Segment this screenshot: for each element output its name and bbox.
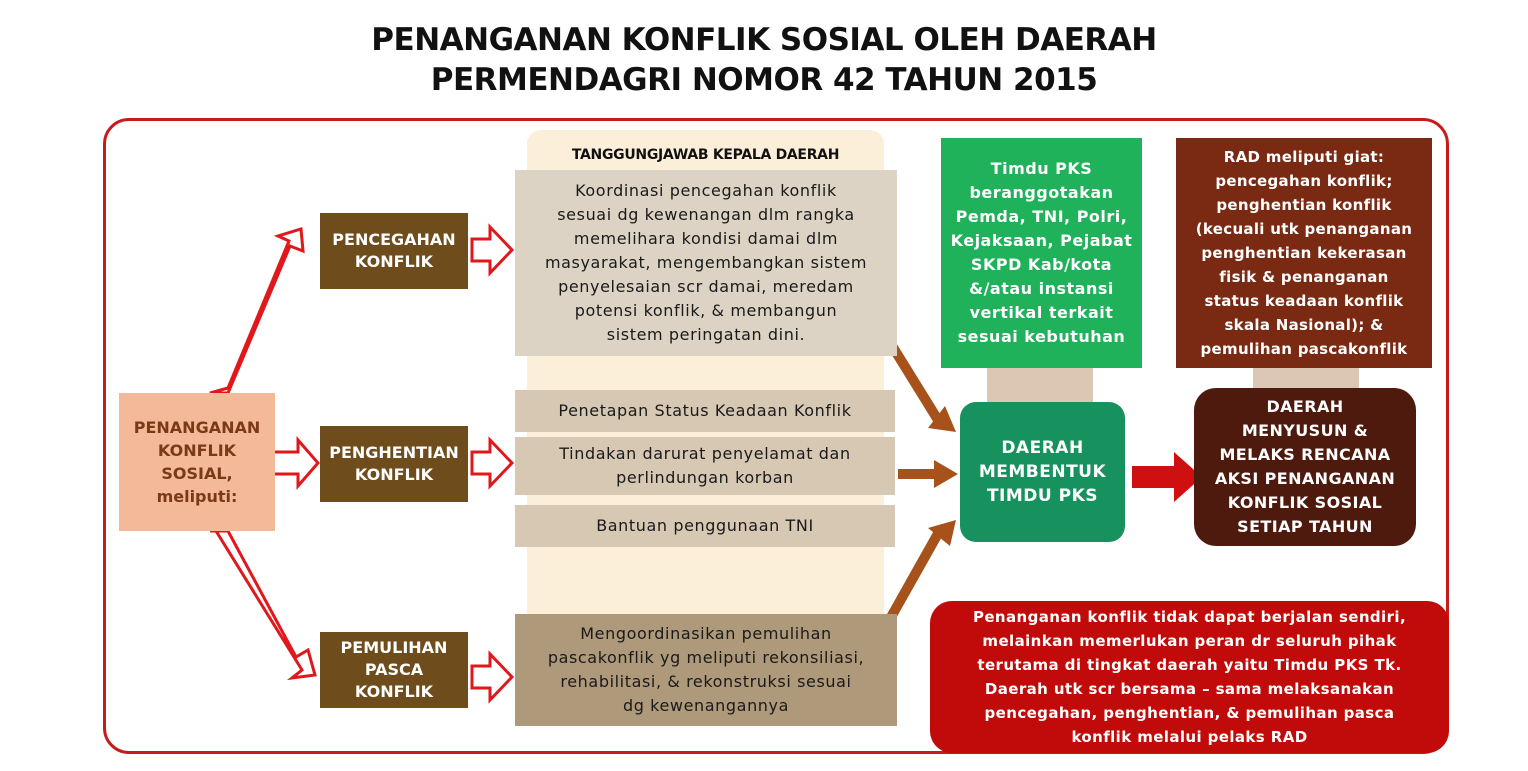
- page-title-line-1: PENANGANAN KONFLIK SOSIAL OLEH DAERAH: [371, 22, 1157, 58]
- note-line: terutama di tingkat daerah yaitu Timdu PKS Tk.: [977, 656, 1402, 674]
- stage-label: PEMULIHAN: [340, 638, 448, 657]
- note-line: Penanganan konflik tidak dapat berjalan sendiri,: [972, 608, 1407, 626]
- rad-info-line: skala Nasional); &: [1224, 316, 1384, 334]
- rad-box-line: MELAKS RENCANA: [1219, 445, 1391, 464]
- arrow-to-pemulihan-icon: [210, 531, 315, 678]
- rad-box-line: MENYUSUN &: [1241, 421, 1369, 440]
- duty-line: potensi konflik, & membangun: [574, 301, 838, 320]
- rad-box-line: KONFLIK SOSIAL: [1227, 493, 1383, 512]
- stage-pencegahan: [320, 213, 468, 289]
- duty-line: sistem peringatan dini.: [606, 325, 806, 344]
- rad-info-line: pencegahan konflik;: [1215, 172, 1393, 190]
- arrow-pencegahan-to-duty-icon: [472, 227, 512, 273]
- source-line: PENANGANAN: [133, 418, 261, 437]
- stage-penghentian: [320, 426, 468, 502]
- source-box: [119, 393, 275, 531]
- duty-penghentian-darurat: [515, 437, 895, 495]
- duty-penghentian-tni: [515, 505, 895, 547]
- duty-line: rehabilitasi, & rekonstruksi sesuai: [560, 672, 852, 691]
- stage-pemulihan: [320, 632, 468, 708]
- responsibility-header: TANGGUNGJAWAB KEPALA DAERAH: [571, 147, 840, 163]
- arrow-source-to-penghentian-icon: [273, 440, 318, 486]
- timdu-info-line: &/atau instansi: [969, 279, 1114, 298]
- duty-penghentian-status: [515, 390, 895, 432]
- rad-box-line: SETIAP TAHUN: [1237, 517, 1373, 536]
- note-line: konflik melalui pelaks RAD: [1071, 728, 1308, 746]
- duty-line: sesuai dg kewenangan dlm rangka: [557, 205, 855, 224]
- timdu-info-line: vertikal terkait: [969, 303, 1114, 322]
- duty-pemulihan: [515, 614, 897, 726]
- duty-line: perlindungan korban: [616, 468, 794, 487]
- duty-line: Mengoordinasikan pemulihan: [580, 624, 832, 643]
- rad-info-line: penghentian kekerasan: [1201, 244, 1407, 262]
- stage-label: KONFLIK: [354, 465, 434, 484]
- duty-line: Tindakan darurat penyelamat dan: [559, 444, 851, 463]
- duty-line: pascakonflik yg meliputi rekonsiliasi,: [547, 648, 865, 667]
- timdu-members-box: [941, 138, 1142, 368]
- duty-line: memelihara kondisi damai dlm: [573, 229, 839, 248]
- rad-activities-box: [1176, 138, 1432, 368]
- timdu-connector: [987, 366, 1093, 406]
- timdu-info-line: Pemda, TNI, Polri,: [955, 207, 1128, 226]
- rad-info-line: penghentian konflik: [1216, 196, 1392, 214]
- note-line: melainkan memerlukan peran dr seluruh pihak: [982, 632, 1397, 650]
- timdu-formation-box: [960, 402, 1125, 542]
- duty-pencegahan: [515, 170, 897, 356]
- rad-plan-box: [1194, 388, 1416, 546]
- note-line: Daerah utk scr bersama – sama melaksanakan: [984, 680, 1395, 698]
- duty-line: Bantuan penggunaan TNI: [596, 516, 814, 535]
- arrow-to-pencegahan-icon: [210, 229, 303, 393]
- timdu-info-line: beranggotakan: [969, 183, 1114, 202]
- timdu-info-line: SKPD Kab/kota: [970, 255, 1113, 274]
- arrow-penghentian-to-duty-icon: [472, 440, 512, 486]
- rad-info-line: RAD meliputi giat:: [1223, 148, 1385, 166]
- duty-line: penyelesaian scr damai, meredam: [558, 277, 854, 296]
- duty-line: Penetapan Status Keadaan Konflik: [558, 401, 852, 420]
- arrow-pemulihan-to-duty-icon: [472, 654, 512, 700]
- arrow-timdu-to-rad-icon: [1132, 452, 1202, 502]
- timdu-info-line: Kejaksaan, Pejabat: [950, 231, 1133, 250]
- timdu-info-line: sesuai kebutuhan: [957, 327, 1126, 346]
- timdu-box-line: MEMBENTUK: [978, 462, 1107, 482]
- duty-line: dg kewenangannya: [622, 696, 790, 715]
- rad-info-line: fisik & penanganan: [1219, 268, 1389, 286]
- stage-label: KONFLIK: [354, 682, 434, 701]
- page-title-line-2: PERMENDAGRI NOMOR 42 TAHUN 2015: [430, 62, 1098, 98]
- stage-label: PENGHENTIAN: [329, 443, 459, 462]
- source-line: KONFLIK: [157, 441, 237, 460]
- duty-line: masyarakat, mengembangkan sistem: [544, 253, 868, 272]
- stage-label: PENCEGAHAN: [332, 230, 456, 249]
- rad-box-line: DAERAH: [1266, 397, 1344, 416]
- stage-label: PASCA: [364, 660, 424, 679]
- duty-line: Koordinasi pencegahan konflik: [575, 181, 837, 200]
- note-line: pencegahan, penghentian, & pemulihan pasca: [984, 704, 1395, 722]
- timdu-box-line: TIMDU PKS: [986, 486, 1099, 506]
- arrow-duty-to-timdu-middle-icon: [898, 460, 958, 488]
- timdu-info-line: Timdu PKS: [990, 159, 1093, 178]
- rad-info-line: status keadaan konflik: [1204, 292, 1404, 310]
- stage-label: KONFLIK: [354, 252, 434, 271]
- note-box: [930, 601, 1449, 753]
- source-line: meliputi:: [156, 487, 238, 506]
- rad-box-line: AKSI PENANGANAN: [1214, 469, 1396, 488]
- source-line: SOSIAL,: [161, 464, 233, 483]
- rad-info-line: (kecuali utk penanganan: [1195, 220, 1413, 238]
- rad-info-line: pemulihan pascakonflik: [1200, 340, 1408, 358]
- timdu-box-line: DAERAH: [1001, 438, 1084, 458]
